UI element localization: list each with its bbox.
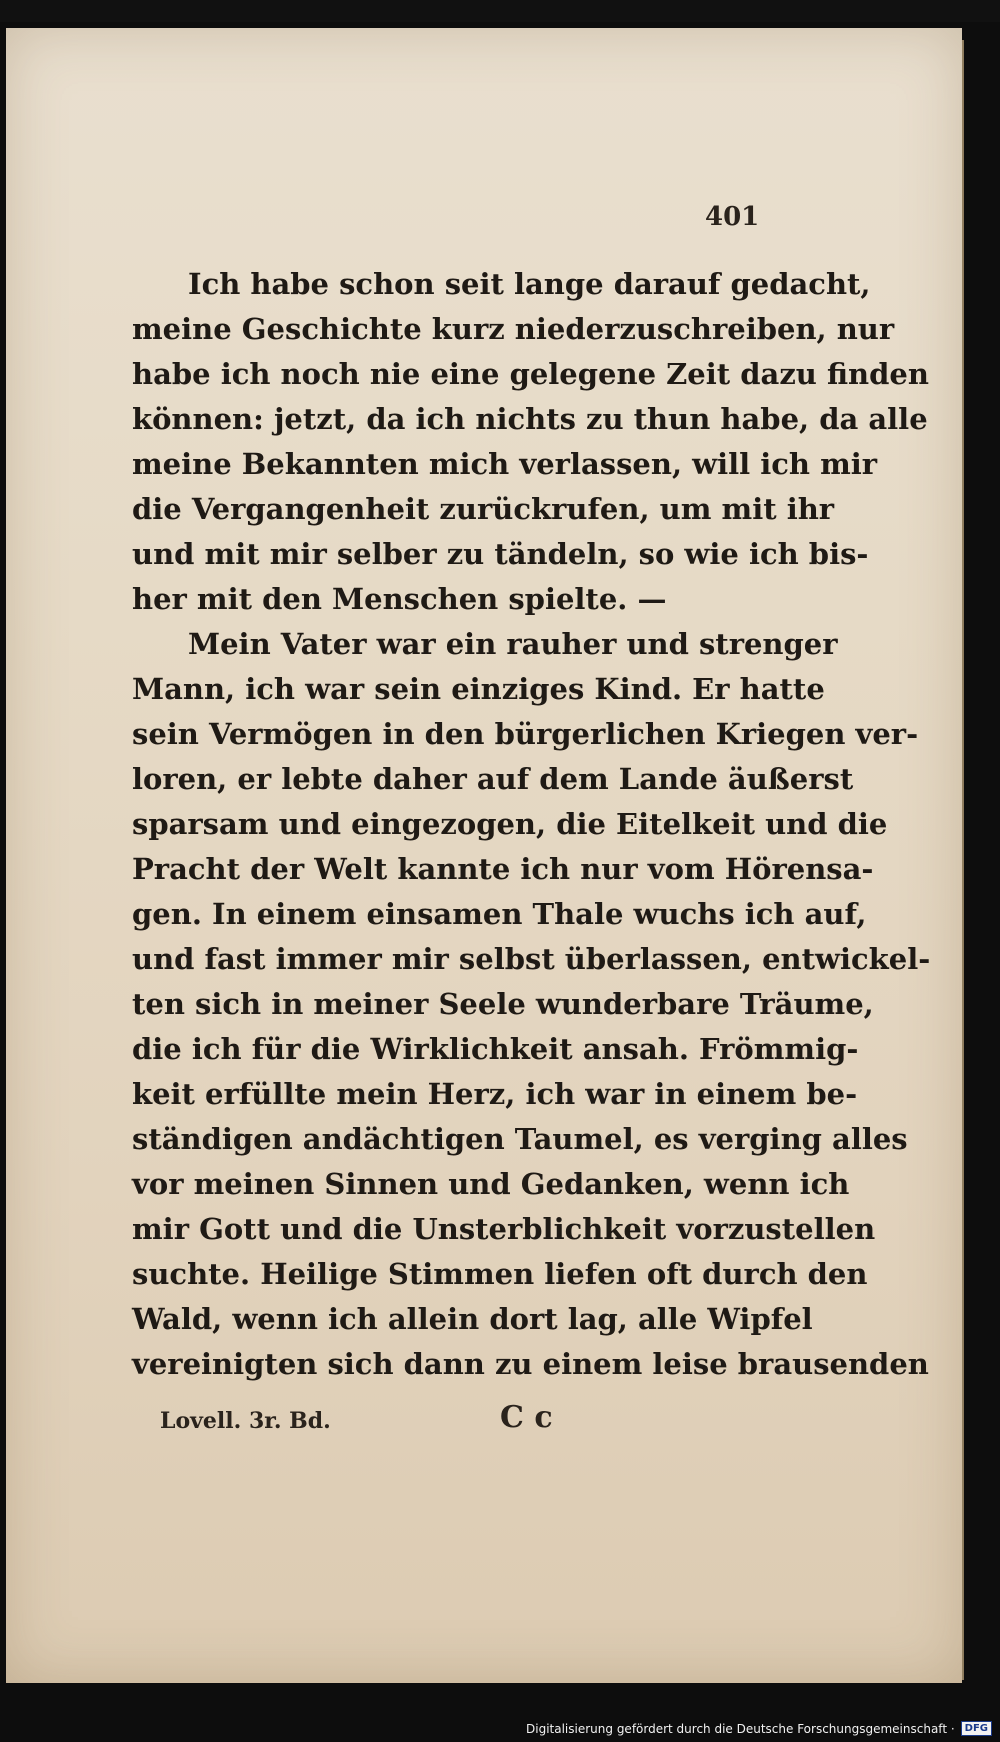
text-line: die Vergangenheit zurückrufen, um mit ihr [132,492,835,526]
sheet-mark: C c [500,1400,553,1435]
text-line: Mein Vater war ein rauher und strenger [188,627,838,661]
footer-credit: Digitalisierung gefördert durch die Deutsche Forschungsgemeinschaft · [526,1721,955,1736]
text-line: ständigen andächtigen Taumel, es verging alles [132,1122,908,1156]
text-line: mir Gott und die Unsterblichkeit vorzustellen [132,1212,876,1246]
text-line: sparsam und eingezogen, die Eitelkeit und die [132,807,888,841]
text-line: suchte. Heilige Stimmen liefen oft durch den [132,1257,868,1291]
text-line: habe ich noch nie eine gelegene Zeit dazu finden [132,357,929,391]
text-line: Wald, wenn ich allein dort lag, alle Wipfel [132,1302,813,1336]
text-line: meine Geschichte kurz niederzuschreiben, nur [132,312,895,346]
scan-top-strip [0,0,1000,22]
text-line: vereinigten sich dann zu einem leise brausenden [132,1347,929,1381]
body-text [132,262,931,1387]
text-line: gen. In einem einsamen Thale wuchs ich auf, [132,897,867,931]
digitization-footer [526,1721,992,1736]
text-line: ten sich in meiner Seele wunderbare Träume, [132,987,874,1021]
text-line: und fast immer mir selbst überlassen, entwickel- [132,942,931,976]
text-line: keit erfüllte mein Herz, ich war in einem be- [132,1077,858,1111]
text-line: her mit den Menschen spielte. — [132,582,667,616]
text-line: und mit mir selber zu tändeln, so wie ich bis- [132,537,869,571]
text-line: die ich für die Wirklichkeit ansah. Frömmig- [132,1032,859,1066]
text-line: Ich habe schon seit lange darauf gedacht, [188,267,871,301]
dfg-logo-icon: DFG [961,1721,992,1736]
text-line: loren, er lebte daher auf dem Lande äußerst [132,762,854,796]
text-line: sein Vermögen in den bürgerlichen Kriegen ver- [132,717,919,751]
printer-signature: Lovell. 3r. Bd. [160,1408,331,1434]
text-line: Pracht der Welt kannte ich nur vom Hörensa- [132,852,874,886]
text-line: vor meinen Sinnen und Gedanken, wenn ich [132,1167,850,1201]
page-number: 401 [705,202,760,232]
text-line: Mann, ich war sein einziges Kind. Er hatte [132,672,825,706]
text-line: meine Bekannten mich verlassen, will ich mir [132,447,878,481]
text-line: können: jetzt, da ich nichts zu thun habe, da alle [132,402,928,436]
